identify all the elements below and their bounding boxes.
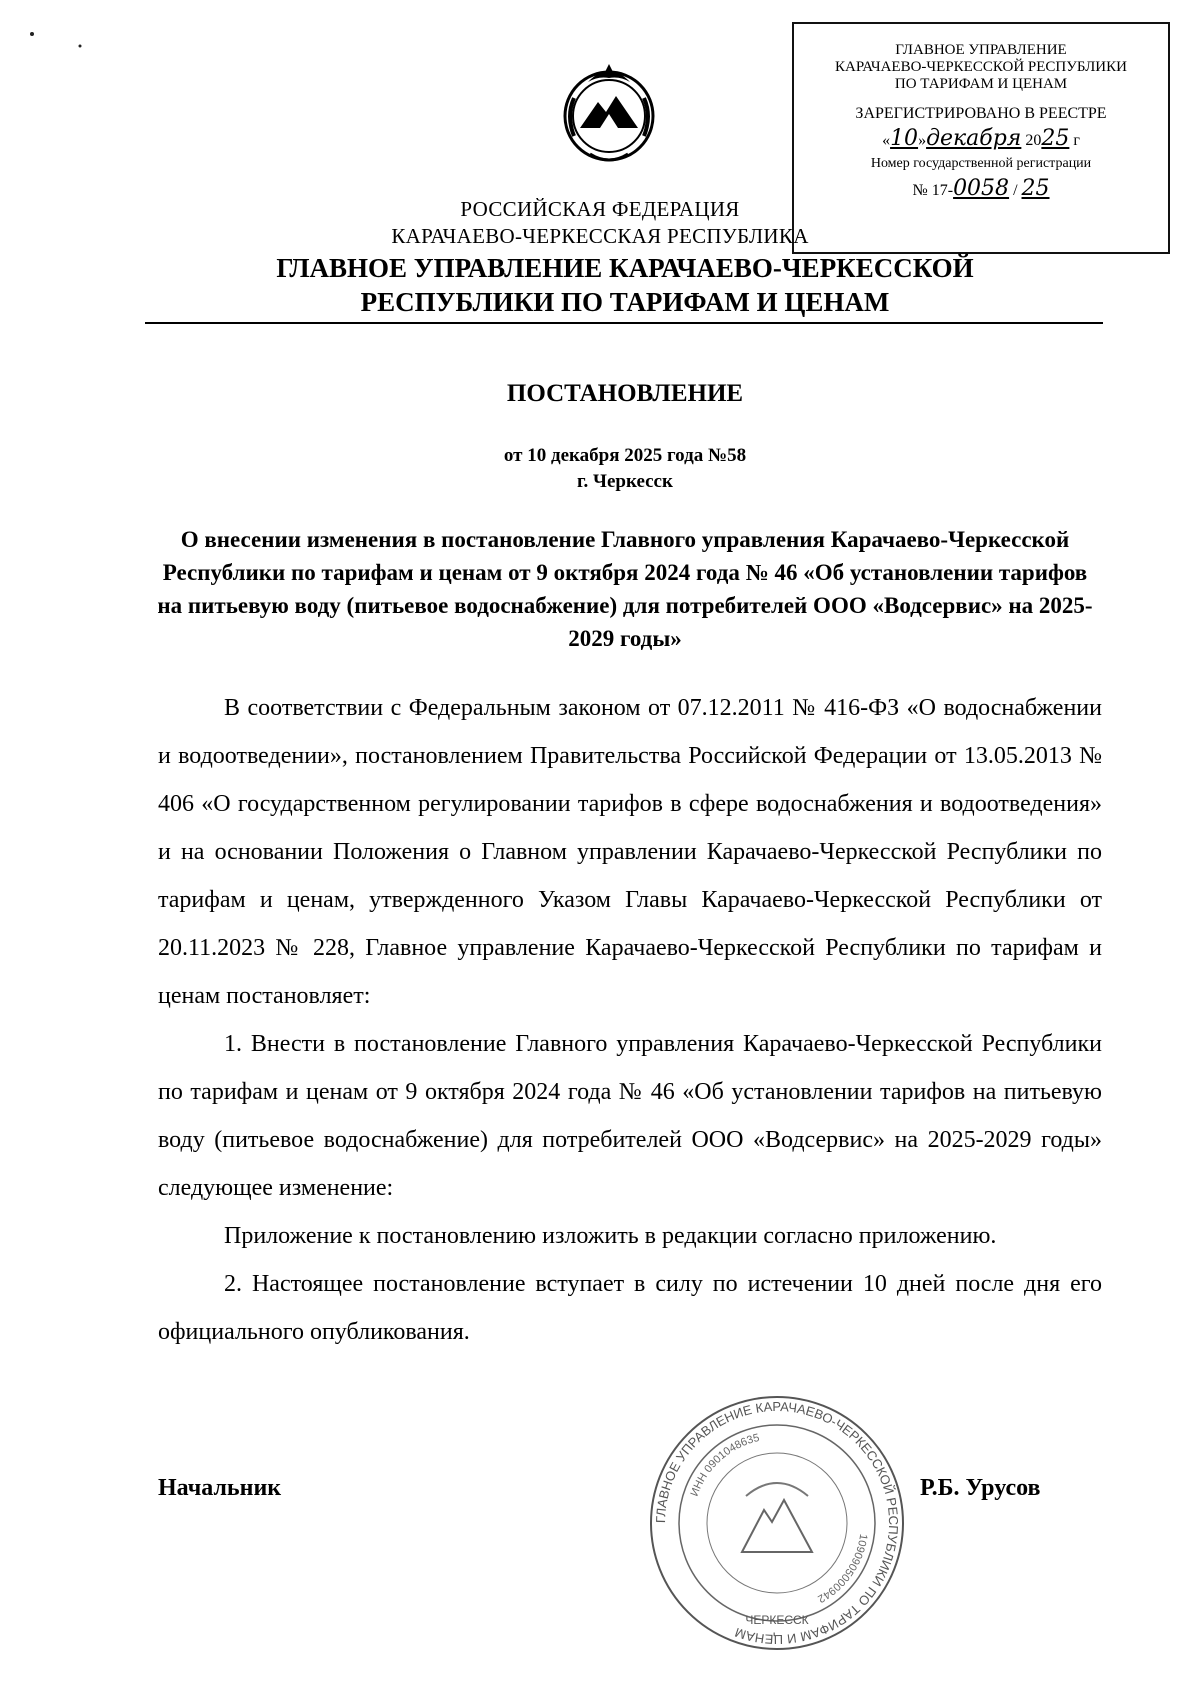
- paragraph-item-2: 2. Настоящее постановление вступает в силу по истечении 10 дней после дня его официального опубликования.: [158, 1271, 1102, 1345]
- document-subject: О внесении изменения в постановление Главного управления Карачаево-Черкесской Республики по тарифам и ценам от 9 октября 2024 года № 46 «Об установлении тарифов на питьевую воду (питьевое водоснабжение) для потребителей ООО «Водсервис» на 2025-2029 годы»: [157, 527, 1093, 651]
- stamp-reg-number-value: 0058: [953, 176, 1010, 201]
- coat-of-arms-emblem: [560, 58, 658, 170]
- header-authority-line-1: ГЛАВНОЕ УПРАВЛЕНИЕ КАРАЧАЕВО-ЧЕРКЕССКОЙ: [276, 253, 974, 283]
- stamp-line-1: ГЛАВНОЕ УПРАВЛЕНИЕ: [895, 42, 1067, 58]
- document-date-number: от 10 декабря 2025 года №58: [503, 445, 747, 466]
- stamp-reg-number-title: Номер государственной регистрации: [870, 156, 1092, 171]
- seal-ogrn: 1090905000942: [815, 1533, 870, 1605]
- header-country: РОССИЙСКАЯ ФЕДЕРАЦИЯ: [460, 197, 740, 221]
- document-city: г. Черкесск: [577, 471, 673, 492]
- stamp-date-month: декабря: [926, 126, 1022, 151]
- stamp-reg-number-prefix: № 17-: [912, 182, 954, 199]
- stamp-reg-number-year: 25: [1021, 176, 1050, 201]
- header-republic: КАРАЧАЕВО-ЧЕРКЕССКАЯ РЕСПУБЛИКА: [391, 224, 809, 248]
- official-seal: [646, 1392, 908, 1654]
- seal-city: ЧЕРКЕССК: [745, 1613, 809, 1627]
- paragraph-preamble: В соответствии с Федеральным законом от 07.12.2011 № 416-ФЗ «О водоснабжении и водоотведении», постановлением Правительства Российской Федерации от 13.05.2013 № 406 «О государственном регулировании тарифов в сфере водоснабжения и водоотведения» и на основании Положения о Главном управлении Карачаево-Черкесской Республики по тарифам и ценам, утвержденного Указом Главы Карачаево-Черкесской Республики от 20.11.2023 № 228, Главное управление Карачаево-Черкесской Республики по тарифам и ценам постановляет:: [158, 695, 1102, 1009]
- scan-specks: [0, 0, 120, 60]
- stamp-line-3: ПО ТАРИФАМ И ЦЕНАМ: [894, 76, 1068, 92]
- document-body: [158, 684, 1102, 1356]
- stamp-date: «10»декабря 2025 г: [882, 126, 1080, 151]
- stamp-line-2: КАРАЧАЕВО-ЧЕРКЕССКОЙ РЕСПУБЛИКИ: [835, 59, 1127, 75]
- header-authority-line-2: РЕСПУБЛИКИ ПО ТАРИФАМ И ЦЕНАМ: [360, 287, 890, 317]
- stamp-reg-number-sep: /: [1013, 182, 1018, 199]
- seal-outer-text: ГЛАВНОЕ УПРАВЛЕНИЕ КАРАЧАЕВО-ЧЕРКЕССКОЙ РЕСПУБЛИКИ ПО ТАРИФАМ И ЦЕНАМ: [652, 1398, 902, 1648]
- stamp-date-year-prefix: 20: [1025, 132, 1042, 149]
- seal-inn: ИНН 0901048635: [688, 1431, 761, 1499]
- stamp-date-year-suffix: 25: [1041, 126, 1070, 151]
- signature-name: Р.Б. Урусов: [920, 1475, 1041, 1501]
- document-type: ПОСТАНОВЛЕНИЕ: [506, 380, 744, 407]
- paragraph-item-1: 1. Внести в постановление Главного управления Карачаево-Черкесской Республики по тарифам и ценам от 9 октября 2024 года № 46 «Об установлении тарифов на питьевую воду (питьевое водоснабжение) для потребителей ООО «Водсервис» на 2025-2029 годы» следующее изменение:: [158, 1031, 1102, 1201]
- paragraph-appendix: Приложение к постановлению изложить в редакции согласно приложению.: [224, 1223, 997, 1249]
- stamp-registered: ЗАРЕГИСТРИРОВАНО В РЕЕСТРЕ: [855, 105, 1107, 122]
- header-divider: [145, 322, 1103, 324]
- stamp-date-suffix: г: [1073, 132, 1080, 149]
- signature-title: Начальник: [158, 1475, 282, 1501]
- stamp-date-day: 10: [890, 126, 919, 151]
